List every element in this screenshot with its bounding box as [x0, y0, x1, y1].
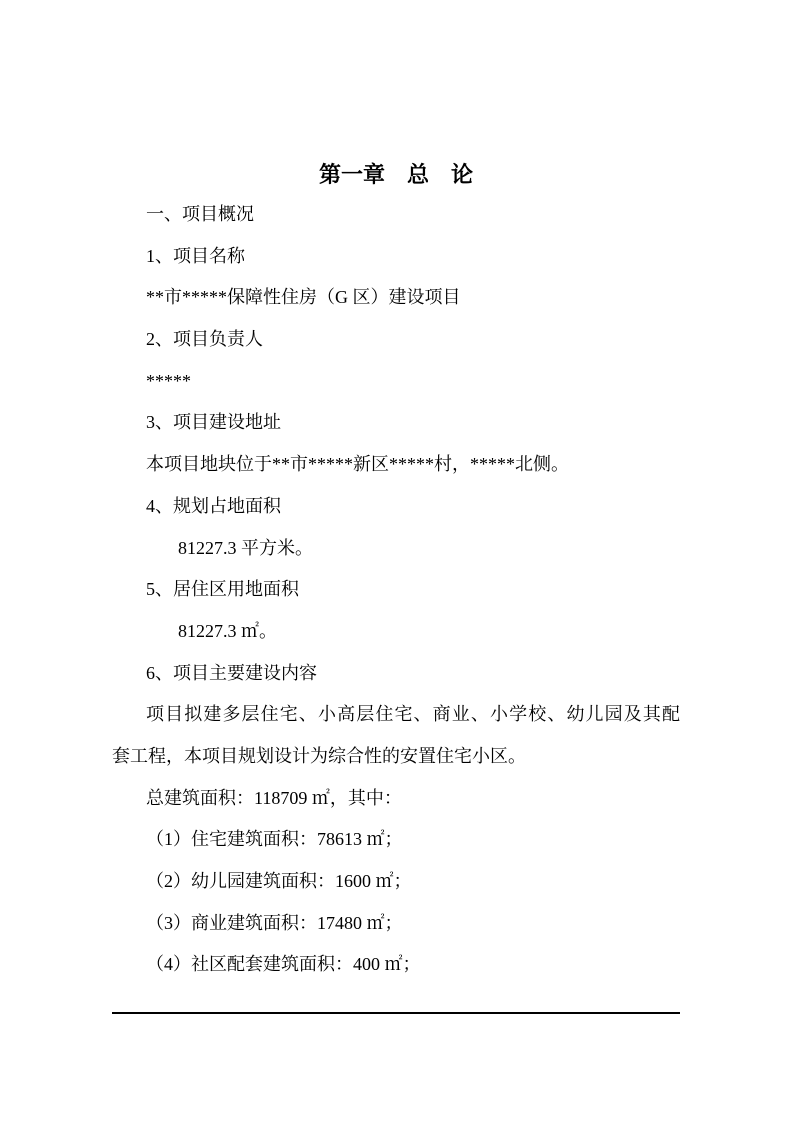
project-address-text: 本项目地块位于**市*****新区*****村，*****北侧。	[146, 454, 569, 475]
project-manager-value: *****	[146, 370, 191, 391]
item-heading-residential-area: 5、居住区用地面积	[146, 579, 299, 600]
project-name-text: **市*****保障性住房（G 区）建设项目	[146, 287, 461, 308]
sub-item-kindergarten-area: （2）幼儿园建筑面积：1600 ㎡；	[146, 871, 412, 891]
total-floor-area-line: 总建筑面积：118709 ㎡，其中：	[146, 787, 402, 808]
construction-content-line-2: 套工程，本项目规划设计为综合性的安置住宅小区。	[112, 745, 526, 766]
construction-content-line-1: 项目拟建多层住宅、小高层住宅、商业、小学校、幼儿园及其配	[146, 704, 680, 725]
sub-item-residential-area: （1）住宅建筑面积：78613 ㎡；	[146, 829, 403, 850]
footer-divider-line	[112, 1012, 680, 1014]
item-heading-project-manager: 2、项目负责人	[146, 329, 263, 350]
item-heading-project-name: 1、项目名称	[146, 245, 245, 266]
item-heading-project-address: 3、项目建设地址	[146, 412, 281, 433]
section-heading-overview: 一、项目概况	[146, 204, 254, 224]
chapter-title: 第一章 总 论	[318, 162, 473, 187]
item-heading-planned-area: 4、规划占地面积	[146, 495, 281, 516]
document-body	[112, 194, 680, 986]
residential-area-value: 81227.3 ㎡。	[178, 620, 277, 641]
planned-area-value: 81227.3 平方米。	[178, 537, 313, 558]
item-heading-main-content: 6、项目主要建设内容	[146, 662, 317, 683]
sub-item-community-area: （4）社区配套建筑面积：400 ㎡；	[146, 954, 421, 975]
sub-item-commercial-area: （3）商业建筑面积：17480 ㎡；	[146, 912, 403, 933]
